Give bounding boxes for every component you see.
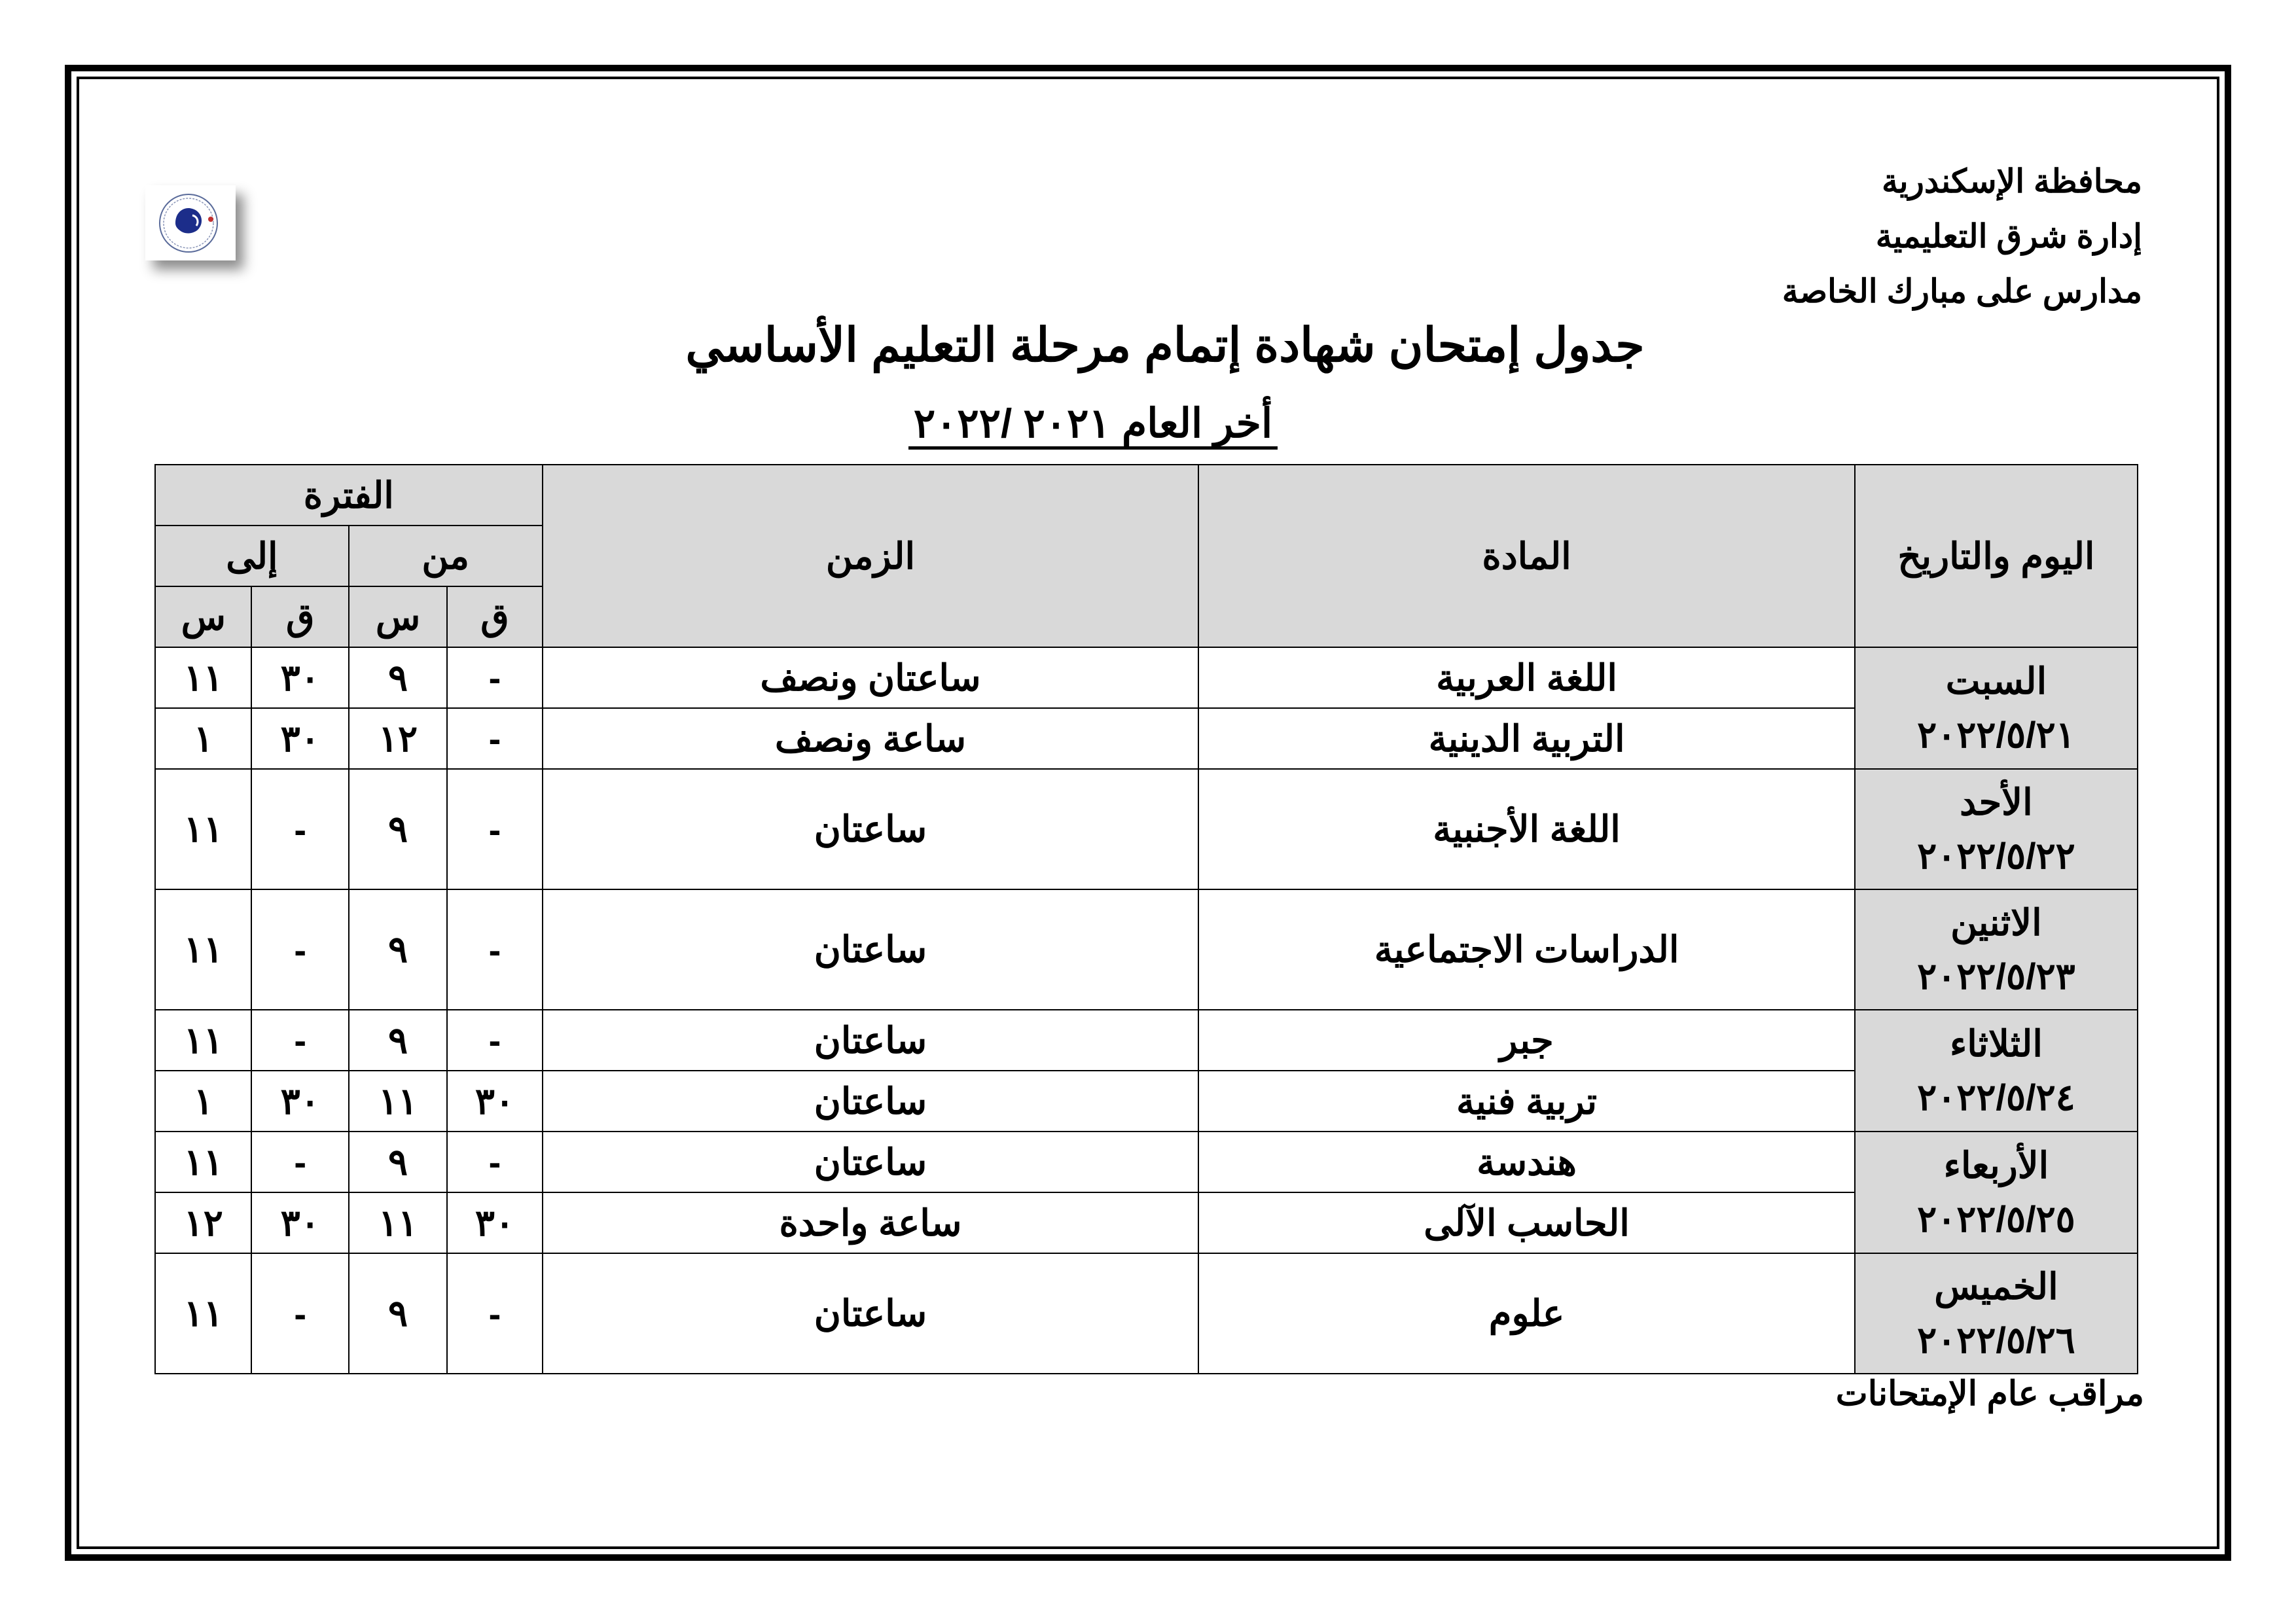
- day-name: الأربعاء: [1943, 1145, 2049, 1186]
- exam-date: ٢٠٢٢/٥/٢٦: [1917, 1319, 2075, 1361]
- exam-date: ٢٠٢٢/٥/٢٤: [1917, 1077, 2075, 1118]
- header-duration: الزمن: [543, 465, 1199, 647]
- table-row: [155, 769, 2138, 889]
- day-date-cell: [1855, 647, 2138, 769]
- to-hour-cell: ١١: [155, 769, 251, 889]
- to-hour-cell: ١١: [155, 889, 251, 1010]
- to-hour-cell: ١١: [155, 647, 251, 708]
- header-block: [1782, 154, 2142, 319]
- subject-cell: الحاسب الآلى: [1198, 1192, 1855, 1253]
- school-logo-emblem: [145, 185, 236, 260]
- from-minute-cell: -: [447, 1010, 542, 1071]
- subject-cell: اللغة العربية: [1198, 647, 1855, 708]
- day-name: السبت: [1945, 660, 2047, 702]
- from-minute-cell: -: [447, 1253, 542, 1374]
- day-name: الثلاثاء: [1949, 1023, 2043, 1064]
- to-minute-cell: -: [251, 769, 348, 889]
- from-minute-cell: -: [447, 769, 542, 889]
- day-date-cell: [1855, 1132, 2138, 1253]
- header-to-minute: ق: [251, 586, 348, 647]
- duration-cell: ساعتان: [543, 769, 1199, 889]
- table-row: [155, 889, 2138, 1010]
- exam-date: ٢٠٢٢/٥/٢٥: [1917, 1198, 2075, 1240]
- table-row: [155, 1071, 2138, 1132]
- exam-date: ٢٠٢٢/٥/٢٣: [1917, 955, 2075, 997]
- to-hour-cell: ١: [155, 708, 251, 769]
- from-hour-cell: ١١: [349, 1192, 447, 1253]
- day-date-cell: [1855, 1010, 2138, 1132]
- from-hour-cell: ١٢: [349, 708, 447, 769]
- to-minute-cell: -: [251, 1010, 348, 1071]
- header-day-date: اليوم والتاريخ: [1855, 465, 2138, 647]
- page-title: جدول إمتحان شهادة إتمام مرحلة التعليم الأساسي: [685, 319, 1645, 372]
- from-minute-cell: -: [447, 889, 542, 1010]
- to-minute-cell: -: [251, 1132, 348, 1192]
- from-hour-cell: ١١: [349, 1071, 447, 1132]
- header-from-minute: ق: [447, 586, 542, 647]
- subject-cell: الدراسات الاجتماعية: [1198, 889, 1855, 1010]
- to-minute-cell: ٣٠: [251, 1071, 348, 1132]
- schedule-body: [155, 647, 2138, 1374]
- subject-cell: اللغة الأجنبية: [1198, 769, 1855, 889]
- header-period: الفترة: [155, 465, 543, 526]
- exam-date: ٢٠٢٢/٥/٢١: [1917, 714, 2075, 755]
- day-name: الأحد: [1960, 781, 2033, 823]
- exam-date: ٢٠٢٢/٥/٢٢: [1917, 835, 2075, 876]
- academic-year: أخر العام ٢٠٢١ /٢٠٢٢: [908, 401, 1278, 450]
- duration-cell: ساعتان ونصف: [543, 647, 1199, 708]
- table-row: [155, 1192, 2138, 1253]
- header-subject: المادة: [1198, 465, 1855, 647]
- exam-supervisor-label: مراقب عام الإمتحانات: [1835, 1375, 2144, 1413]
- administration-name: إدارة شرق التعليمية: [1875, 218, 2142, 255]
- header-from-hour: س: [349, 586, 447, 647]
- from-hour-cell: ٩: [349, 1253, 447, 1374]
- day-date-cell: [1855, 769, 2138, 889]
- table-row: [155, 1132, 2138, 1192]
- duration-cell: ساعتان: [543, 1253, 1199, 1374]
- subject-cell: التربية الدينية: [1198, 708, 1855, 769]
- to-hour-cell: ١٢: [155, 1192, 251, 1253]
- to-hour-cell: ١١: [155, 1010, 251, 1071]
- from-minute-cell: -: [447, 647, 542, 708]
- from-minute-cell: -: [447, 1132, 542, 1192]
- day-name: الاثنين: [1950, 902, 2042, 943]
- header-to: إلى: [155, 526, 349, 586]
- to-hour-cell: ١١: [155, 1132, 251, 1192]
- from-minute-cell: ٣٠: [447, 1192, 542, 1253]
- duration-cell: ساعة ونصف: [543, 708, 1199, 769]
- to-hour-cell: ١: [155, 1071, 251, 1132]
- to-minute-cell: -: [251, 889, 348, 1010]
- subject-cell: هندسة: [1198, 1132, 1855, 1192]
- table-row: [155, 1253, 2138, 1374]
- duration-cell: ساعتان: [543, 1010, 1199, 1071]
- to-minute-cell: ٣٠: [251, 1192, 348, 1253]
- from-hour-cell: ٩: [349, 1132, 447, 1192]
- from-minute-cell: ٣٠: [447, 1071, 542, 1132]
- to-minute-cell: -: [251, 1253, 348, 1374]
- governorate-name: محافظة الإسكندرية: [1881, 163, 2142, 200]
- table-row: [155, 708, 2138, 769]
- table-row: [155, 1010, 2138, 1071]
- day-date-cell: [1855, 1253, 2138, 1374]
- table-row: [155, 647, 2138, 708]
- duration-cell: ساعة واحدة: [543, 1192, 1199, 1253]
- from-hour-cell: ٩: [349, 1010, 447, 1071]
- header-from: من: [349, 526, 543, 586]
- day-name: الخميس: [1934, 1266, 2058, 1307]
- from-minute-cell: -: [447, 708, 542, 769]
- day-date-cell: [1855, 889, 2138, 1010]
- subject-cell: تربية فنية: [1198, 1071, 1855, 1132]
- school-logo: [145, 185, 236, 260]
- exam-schedule-table: [154, 464, 2138, 1374]
- duration-cell: ساعتان: [543, 1071, 1199, 1132]
- to-minute-cell: ٣٠: [251, 647, 348, 708]
- from-hour-cell: ٩: [349, 769, 447, 889]
- to-minute-cell: ٣٠: [251, 708, 348, 769]
- page-subtitle: [838, 397, 1348, 452]
- subject-cell: جبر: [1198, 1010, 1855, 1071]
- header-to-hour: س: [155, 586, 251, 647]
- duration-cell: ساعتان: [543, 889, 1199, 1010]
- subject-cell: علوم: [1198, 1253, 1855, 1374]
- to-hour-cell: ١١: [155, 1253, 251, 1374]
- from-hour-cell: ٩: [349, 647, 447, 708]
- duration-cell: ساعتان: [543, 1132, 1199, 1192]
- school-name: مدارس على مبارك الخاصة: [1782, 273, 2142, 310]
- from-hour-cell: ٩: [349, 889, 447, 1010]
